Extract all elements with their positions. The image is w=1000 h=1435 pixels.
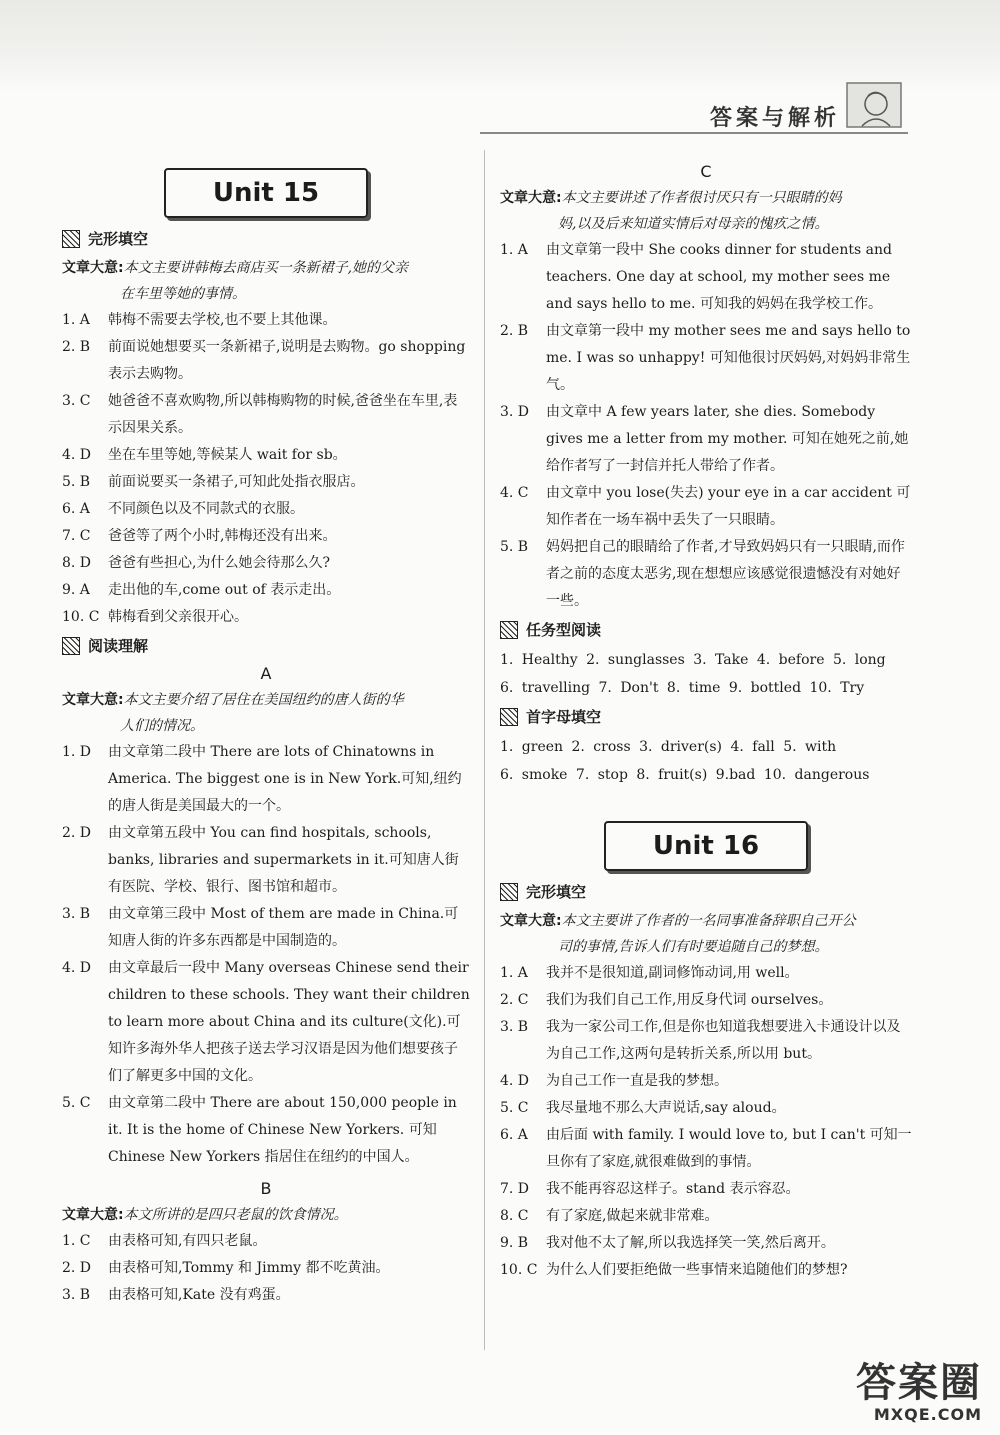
site-watermark: 答案圈 MXQE.COM bbox=[856, 1360, 982, 1424]
list-item: 2. B 前面说她想要买一条新裙子,说明是去购物。go shopping 表示去购物。 bbox=[62, 339, 466, 382]
passage-a-main-idea: 文章大意:本文主要介绍了居住在美国纽约的唐人街的华 人们的情况。 bbox=[62, 692, 404, 734]
passage-b-label: B bbox=[260, 1179, 272, 1198]
list-item: 4. D 由文章最后一段中 Many overseas Chinese send their children to these schools. They want their children to learn more about China and its culture(文化).可知许多海外华人把孩子送去学习汉语是因为他们想要孩子们了解更多中国的文化。 bbox=[62, 960, 470, 1084]
cloze-answer-list bbox=[62, 307, 470, 631]
list-item: 8. C 有了家庭,做起来就非常难。 bbox=[500, 1208, 719, 1224]
column-divider bbox=[484, 150, 485, 1350]
list-item: 10. C 韩梅看到父亲很开心。 bbox=[62, 609, 248, 625]
passage-c-label: C bbox=[700, 162, 712, 181]
passage-a-answer-list bbox=[62, 739, 470, 1171]
header-portrait-icon bbox=[846, 82, 902, 128]
list-item: 8. D 爸爸有些担心,为什么她会待那么久? bbox=[62, 555, 330, 571]
list-item: 5. C 由文章第二段中 There are about 150,000 people in it. It is the home of Chinese New Yorkers. 可知 Chinese New Yorkers 指居住在纽约的中国人。 bbox=[62, 1095, 457, 1165]
initials-heading: 首字母填空 bbox=[500, 706, 912, 727]
list-item: 9. A 走出他的车,come out of 表示走出。 bbox=[62, 582, 341, 598]
section-badge-icon bbox=[500, 621, 518, 639]
passage-c-answer-list bbox=[500, 237, 912, 615]
list-item: 3. B 由表格可知,Kate 没有鸡蛋。 bbox=[62, 1287, 290, 1303]
left-column bbox=[62, 150, 470, 1309]
list-item: 1. A 我并不是很知道,副词修饰动词,用 well。 bbox=[500, 965, 799, 981]
list-item: 2. B 由文章第一段中 my mother sees me and says hello to me. I was so unhappy! 可知他很讨厌妈妈,对妈妈非常生气。 bbox=[500, 323, 911, 393]
list-item: 6. A 不同颜色以及不同款式的衣服。 bbox=[62, 501, 304, 517]
list-item: 6. A 由后面 with family. I would love to, but I can't 可知一旦你有了家庭,就很难做到的事情。 bbox=[500, 1127, 912, 1170]
header-rule bbox=[480, 132, 908, 134]
list-item: 2. D 由文章第五段中 You can find hospitals, schools, banks, libraries and supermarkets in it.可知唐人街有医院、学校、银行、图书馆和超市。 bbox=[62, 825, 459, 895]
task-reading-answers: 1. Healthy 2. sunglasses 3. Take 4. before 5. long 6. travelling 7. Don't 8. time 9. bottled 10. Try bbox=[500, 652, 886, 696]
list-item: 4. C 由文章中 you lose(失去) your eye in a car accident 可知作者在一场车祸中丢失了一只眼睛。 bbox=[500, 485, 911, 528]
list-item: 5. B 前面说要买一条裙子,可知此处指衣服店。 bbox=[62, 474, 365, 490]
initials-answers: 1. green 2. cross 3. driver(s) 4. fall 5. with 6. smoke 7. stop 8. fruit(s) 9.bad 10. dangerous bbox=[500, 739, 870, 783]
section-badge-icon bbox=[500, 708, 518, 726]
list-item: 9. B 我对他不太了解,所以我选择笑一笑,然后离开。 bbox=[500, 1235, 835, 1251]
page-header-title: 答案与解析 bbox=[709, 106, 840, 131]
list-item: 2. C 我们为我们自己工作,用反身代词 ourselves。 bbox=[500, 992, 833, 1008]
unit-15-title: Unit 15 bbox=[164, 168, 368, 218]
list-item: 10. C 为什么人们要拒绝做一些事情来追随他们的梦想? bbox=[500, 1262, 848, 1278]
passage-b-main-idea: 文章大意:本文所讲的是四只老鼠的饮食情况。 bbox=[62, 1207, 348, 1223]
unit-16-title: Unit 16 bbox=[604, 821, 808, 871]
list-item: 5. C 我尽量地不那么大声说话,say aloud。 bbox=[500, 1100, 786, 1116]
cloze-main-idea: 文章大意:本文主要讲韩梅去商店买一条新裙子,她的父亲 在车里等她的事情。 bbox=[62, 260, 409, 302]
reading-heading: 阅读理解 bbox=[62, 635, 470, 656]
list-item: 3. B 由文章第三段中 Most of them are made in China.可知唐人街的许多东西都是中国制造的。 bbox=[62, 906, 459, 949]
list-item: 3. C 她爸爸不喜欢购物,所以韩梅购物的时候,爸爸坐在车里,表示因果关系。 bbox=[62, 393, 458, 436]
list-item: 1. D 由文章第二段中 There are lots of Chinatowns in America. The biggest one is in New York.可知,纽约的唐人街是美国最大的一个。 bbox=[62, 744, 462, 814]
list-item: 4. D 坐在车里等她,等候某人 wait for sb。 bbox=[62, 447, 347, 463]
list-item: 7. C 爸爸等了两个小时,韩梅还没有出来。 bbox=[62, 528, 337, 544]
list-item: 1. C 由表格可知,有四只老鼠。 bbox=[62, 1233, 267, 1249]
passage-a-label: A bbox=[260, 664, 272, 683]
task-reading-heading: 任务型阅读 bbox=[500, 619, 912, 640]
cloze-16-heading: 完形填空 bbox=[500, 881, 912, 902]
list-item: 2. D 由表格可知,Tommy 和 Jimmy 都不吃黄油。 bbox=[62, 1260, 390, 1276]
list-item: 7. D 我不能再容忍这样子。stand 表示容忍。 bbox=[500, 1181, 800, 1197]
header-band bbox=[0, 0, 1000, 92]
passage-b-answer-list bbox=[62, 1228, 470, 1309]
list-item: 4. D 为自己工作一直是我的梦想。 bbox=[500, 1073, 728, 1089]
cloze-16-main-idea: 文章大意:本文主要讲了作者的一名同事准备辞职自己开公 司的事情,告诉人们有时要追随自己的梦想。 bbox=[500, 913, 856, 955]
list-item: 3. D 由文章中 A few years later, she dies. Somebody gives me a letter from my mother. 可知在她死之前,她给作者写了一封信并托人带给了作者。 bbox=[500, 404, 909, 474]
list-item: 1. A 由文章第一段中 She cooks dinner for students and teachers. One day at school, my mother sees me and says hello to me. 可知我的妈妈在我学校工作。 bbox=[500, 242, 892, 312]
list-item: 1. A 韩梅不需要去学校,也不要上其他课。 bbox=[62, 312, 337, 328]
list-item: 5. B 妈妈把自己的眼睛给了作者,才导致妈妈只有一只眼睛,而作者之前的态度太恶劣,现在想想应该感觉很遗憾没有对她好一些。 bbox=[500, 539, 905, 609]
section-badge-icon bbox=[500, 883, 518, 901]
cloze-16-answer-list bbox=[500, 960, 912, 1284]
passage-c-main-idea: 文章大意:本文主要讲述了作者很讨厌只有一只眼睛的妈 妈,以及后来知道实情后对母亲的愧疚之情。 bbox=[500, 190, 842, 232]
right-column bbox=[500, 150, 912, 1284]
section-badge-icon bbox=[62, 637, 80, 655]
cloze-heading: 完形填空 bbox=[62, 228, 470, 249]
list-item: 3. B 我为一家公司工作,但是你也知道我想要进入卡通设计以及为自己工作,这两句是转折关系,所以用 but。 bbox=[500, 1019, 901, 1062]
section-badge-icon bbox=[62, 230, 80, 248]
